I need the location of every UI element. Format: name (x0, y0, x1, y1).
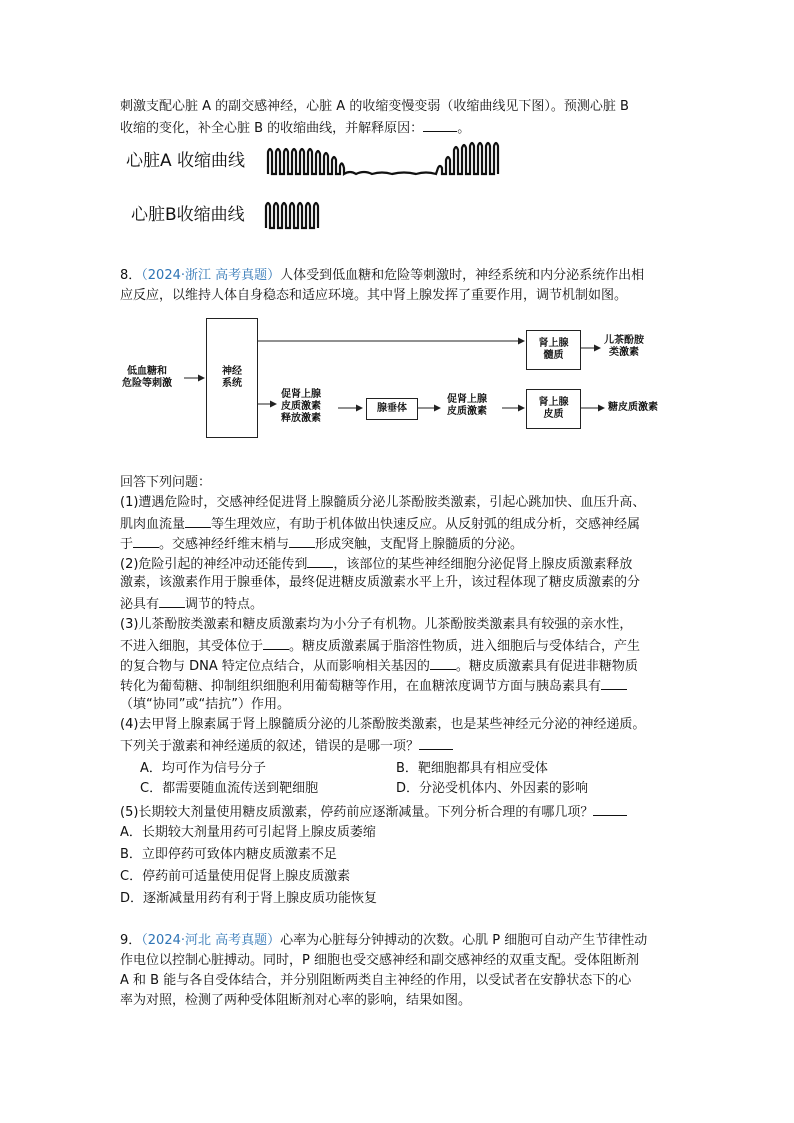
p1-line-3-pre: 于 (120, 537, 134, 552)
answer-blank (133, 534, 159, 548)
answer-intro: 回答下列问题： (120, 475, 212, 490)
acth-label (447, 394, 487, 418)
catechol-line-1: 儿茶酚胺 (604, 335, 644, 346)
p2-line-1-pre: (2)危险引起的神经冲动还能传到 (120, 557, 308, 572)
answer-blank (159, 594, 185, 608)
acth-line-1: 促肾上腺 (447, 394, 487, 405)
option-b: B．靶细胞都具有相应受体 (396, 761, 548, 776)
p1-line-3-mid: 。交感神经纤维末梢与 (159, 537, 290, 552)
p3-line-2-post: 。糖皮质激素属于脂溶性物质，进入细胞后与受体结合，产生 (289, 639, 641, 654)
glucocorticoid-label: 糖皮质激素 (608, 402, 658, 413)
p2-line-3-pre: 泌具有 (120, 597, 160, 612)
q8-line-2: 应反应，以维持人体自身稳态和适应环境。其中肾上腺发挥了重要作用，调节机制如图。 (120, 288, 628, 303)
p5-option-a: A．长期较大剂量用药可引起肾上腺皮质萎缩 (120, 825, 376, 840)
answer-blank (185, 514, 211, 528)
diagram-stimulus (122, 366, 172, 390)
answer-blank (419, 736, 453, 750)
stimulus-line-1: 低血糖和 (127, 366, 167, 377)
p3-line-2 (120, 636, 640, 656)
answer-blank (307, 554, 333, 568)
q9-line-1 (120, 932, 647, 950)
p2-line-3 (120, 594, 263, 614)
answer-blank (430, 656, 456, 670)
acth-line-2: 皮质激素 (447, 406, 487, 417)
p1-line-3-post: 形成突触，支配肾上腺髓质的分泌。 (315, 537, 524, 552)
stimulus-line-2: 危险等刺激 (122, 378, 172, 389)
p3-line-4-pre: 转化为葡萄糖、抑制组织细胞利用葡萄糖等作用，在血糖浓度调节方面与胰岛素具有 (120, 679, 602, 694)
curve-a-label: 心脏A 收缩曲线 (126, 151, 246, 171)
q8-line-1-text: 人体受到低血糖和危险等刺激时，神经系统和内分泌系统作出相 (280, 268, 645, 283)
p4-line-1: (4)去甲肾上腺素属于肾上腺髓质分泌的儿茶酚胺类激素，也是某些神经元分泌的神经递质。 (120, 717, 646, 732)
p3-line-3 (120, 656, 638, 676)
q9-line-2: 作电位以控制心脏搏动。同时，P 细胞也受交感神经和副交感神经的双重支配。受体阻断剂 (120, 953, 639, 968)
p5-option-b: B．立即停药可致体内糖皮质激素不足 (120, 847, 337, 862)
nervous-line-1: 神经 (222, 366, 242, 377)
p2-line-1 (120, 554, 632, 574)
medulla-line-1: 肾上腺 (538, 338, 569, 349)
p1-line-2 (120, 514, 640, 534)
p2-line-1-post: ，该部位的某些神经细胞分泌促肾上腺皮质激素释放 (333, 557, 633, 572)
medulla-line-2: 髓质 (543, 350, 564, 361)
q9-number: 9． (120, 933, 142, 948)
cortex-line-1: 肾上腺 (538, 397, 569, 408)
answer-blank (601, 676, 627, 690)
p3-line-1: (3)儿茶酚胺类激素和糖皮质激素均为小分子有机物。儿茶酚胺类激素具有较强的亲水性， (120, 617, 633, 632)
option-d: D．分泌受机体内、外因素的影响 (396, 781, 589, 796)
q8-source: （2024·浙江 高考真题） (141, 268, 281, 283)
q9-source: （2024·河北 高考真题） (141, 933, 281, 948)
crh-label (281, 389, 321, 425)
p4-line-2 (120, 736, 453, 756)
regulation-diagram-arrows (0, 0, 794, 460)
q9-line-4: 率为对照，检测了两种受体阻断剂对心率的影响，结果如图。 (120, 993, 472, 1008)
p5-text: (5)长期较大剂量使用糖皮质激素，停药前应逐渐减量。下列分析合理的有哪几项？ (120, 805, 594, 820)
q8-number: 8． (120, 268, 142, 283)
p1-line-1: (1)遭遇危险时，交感神经促进肾上腺髓质分泌儿茶酚胺类激素，引起心跳加快、血压升高、 (120, 495, 646, 510)
answer-blank (263, 636, 289, 650)
nervous-line-2: 系统 (222, 378, 242, 389)
adrenal-cortex-box (526, 389, 581, 429)
option-c: C．都需要随血流传送到靶细胞 (140, 781, 319, 796)
p2-line-2: 激素，该激素作用于腺垂体，最终促进糖皮质激素水平上升，该过程体现了糖皮质激素的分 (120, 575, 641, 590)
catecholamine-label (604, 335, 644, 359)
catechol-line-2: 类激素 (609, 347, 639, 358)
adrenal-medulla-box (526, 330, 581, 370)
intro-line-1: 刺激支配心脏 A 的副交感神经，心脏 A 的收缩变慢变弱（收缩曲线见下图）。预测心脏 B (120, 99, 629, 114)
p3-line-3-post: 。糖皮质激素具有促进非糖物质 (455, 659, 638, 674)
p5-line (120, 802, 627, 822)
p5-option-c: C．停药前可适量使用促肾上腺皮质激素 (120, 869, 351, 884)
p4-line-2-text: 下列关于激素和神经递质的叙述，错误的是哪一项？ (120, 739, 420, 754)
crh-line-1: 促肾上腺 (281, 389, 321, 400)
crh-line-3: 释放激素 (281, 413, 321, 424)
p1-line-2-pre: 肌肉血流量 (120, 517, 186, 532)
p3-line-3-pre: 的复合物与 DNA 特定位点结合，从而影响相关基因的 (120, 659, 430, 674)
p3-line-5: （填“协同”或“拮抗”）作用。 (120, 697, 290, 712)
p3-line-4 (120, 676, 627, 696)
crh-line-2: 皮质激素 (281, 401, 321, 412)
pituitary-label: 腺垂体 (377, 403, 407, 414)
curve-b-label: 心脏B收缩曲线 (131, 205, 245, 225)
intro-line-2-end: 。 (457, 121, 471, 136)
p1-line-2-post: 等生理效应，有助于机体做出快速反应。从反射弧的组成分析，交感神经属 (211, 517, 641, 532)
pituitary-box (366, 398, 418, 420)
p2-line-3-post: 调节的特点。 (185, 597, 264, 612)
q9-line-1-text: 心率为心脏每分钟搏动的次数。心肌 P 细胞可自动产生节律性动 (280, 933, 648, 948)
q9-line-3: A 和 B 能与各自受体结合，并分别阻断两类自主神经的作用，以受试者在安静状态下的心 (120, 973, 632, 988)
answer-blank (593, 802, 627, 816)
intro-line-2-text: 收缩的变化，补全心脏 B 的收缩曲线，并解释原因： (120, 121, 424, 136)
p5-option-d: D．逐渐减量用药有利于肾上腺皮质功能恢复 (120, 891, 378, 906)
nervous-system-box (206, 318, 258, 438)
p1-line-3 (120, 534, 523, 554)
option-a: A．均可作为信号分子 (140, 761, 266, 776)
answer-blank (289, 534, 315, 548)
p3-line-2-pre: 不进入细胞，其受体位于 (120, 639, 264, 654)
cortex-line-2: 皮质 (543, 409, 564, 420)
